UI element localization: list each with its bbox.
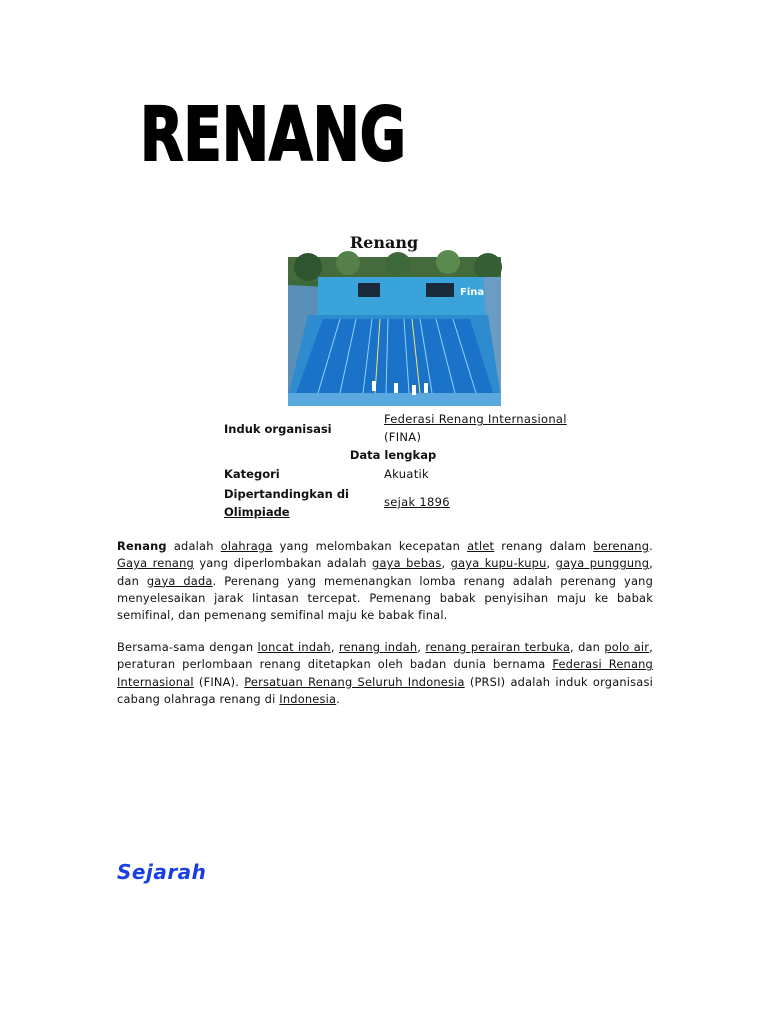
swimming-pool-photo: [288, 257, 501, 406]
link-prsi[interactable]: Persatuan Renang Seluruh Indonesia: [244, 674, 465, 689]
text: ,: [417, 640, 426, 654]
text: ,: [546, 556, 556, 571]
wordart-text: RENANG: [140, 92, 406, 178]
paragraph-organisasi: [117, 639, 653, 708]
link-loncat-indah[interactable]: loncat indah: [257, 640, 331, 654]
text: (FINA).: [193, 674, 245, 689]
text: , dan: [117, 556, 653, 588]
link-berenang[interactable]: berenang: [593, 539, 650, 553]
text: yang diperlombakan adalah: [193, 556, 373, 571]
link-gaya-kupu-kupu[interactable]: gaya kupu-kupu: [450, 556, 547, 571]
data-lengkap-label: Data lengkap: [349, 448, 437, 462]
link-gaya-punggung[interactable]: gaya punggung: [555, 556, 650, 571]
text: , dan: [570, 640, 605, 654]
text: ,: [441, 556, 451, 571]
link-olahraga[interactable]: olahraga: [220, 539, 273, 553]
link-gaya-dada[interactable]: gaya dada: [146, 573, 213, 588]
text: Bersama-sama dengan: [117, 640, 258, 654]
text: ,: [330, 640, 339, 654]
kategori-value: Akuatik: [384, 467, 429, 481]
text: renang dalam: [494, 539, 594, 553]
link-gaya-renang[interactable]: Gaya renang: [117, 556, 194, 571]
renang-bold: Renang: [117, 539, 167, 553]
induk-label: Induk organisasi: [224, 422, 332, 436]
link-fina[interactable]: Federasi Renang Internasional: [117, 657, 653, 689]
text: yang melombakan kecepatan: [272, 539, 468, 553]
olimpiade-label: Dipertandingkan di: [224, 487, 350, 501]
olimpiade-link[interactable]: Olimpiade: [224, 505, 290, 519]
paragraph-intro: [117, 538, 653, 624]
text: , peraturan perlombaan renang ditetapkan oleh badan dunia bernama: [117, 640, 653, 672]
photo-board-text: Fina: [460, 287, 485, 298]
text: .: [649, 539, 653, 553]
link-indonesia[interactable]: Indonesia: [279, 691, 337, 706]
heading-sejarah: Sejarah: [117, 860, 207, 884]
fina-abbrev: (FINA): [384, 430, 422, 444]
text: . Perenang yang memenangkan lomba renang adalah perenang yang menyelesaikan jarak lintasan tercepat. Pemenang babak penyisihan maju ke babak semifinal, dan pemenang semifinal maju ke babak final.: [117, 573, 653, 623]
image-caption: Renang: [349, 233, 419, 252]
link-atlet[interactable]: atlet: [467, 539, 495, 553]
text: adalah: [166, 539, 221, 553]
kategori-label: Kategori: [224, 467, 280, 481]
wordart-title: [140, 86, 406, 178]
fina-link[interactable]: Federasi Renang Internasional: [384, 412, 567, 426]
link-gaya-bebas[interactable]: gaya bebas: [372, 556, 442, 571]
sejak-1896-link[interactable]: sejak 1896: [384, 495, 450, 509]
link-renang-indah[interactable]: renang indah: [338, 640, 418, 654]
link-polo-air[interactable]: polo air: [604, 640, 650, 654]
text: (PRSI) adalah induk organisasi cabang olahraga renang di: [117, 674, 653, 706]
link-renang-perairan-terbuka[interactable]: renang perairan terbuka: [425, 640, 571, 654]
text: .: [336, 691, 340, 706]
